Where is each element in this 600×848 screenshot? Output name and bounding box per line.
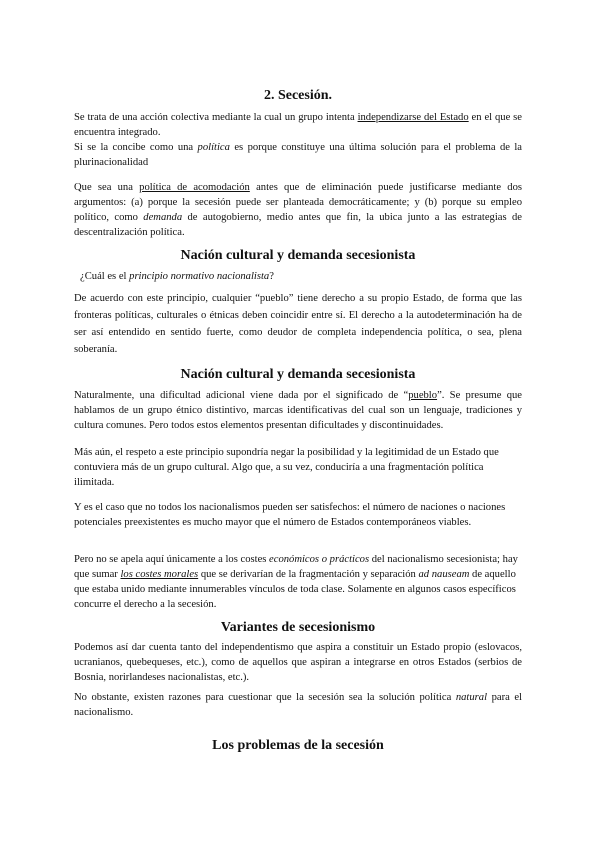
question: ¿Cuál es el principio normativo nacionalista? <box>80 271 274 282</box>
paragraph: Más aún, el respeto a este principio supondría negar la posibilidad y la legitimidad de un Estado que contuviera más de un grupo cultural. Algo que, a su vez, conduciría a una fragmentación política ilimitada. <box>74 447 499 488</box>
paragraph: Si se la concibe como una política es porque constituye una última solución para el problema de la plurinacionalidad <box>74 142 522 168</box>
section-title-secesion: 2. Secesión. <box>263 88 333 103</box>
paragraph: Naturalmente, una dificultad adicional viene dada por el significado de “pueblo”. Se presume que hablamos de un grupo étnico distintivo, marcas identificativas del cual son un lenguaje, tradiciones y cultura comunes. Pero todos estos elementos presentan dificultades y discontinuidades. <box>74 390 523 431</box>
paragraph: No obstante, existen razones para cuestionar que la secesión sea la solución política natural para el nacionalismo. <box>74 692 523 718</box>
section-title-nacion-cultural-2: Nación cultural y demanda secesionista <box>180 367 416 382</box>
section-title-variantes: Variantes de secesionismo <box>220 620 376 635</box>
paragraph: Se trata de una acción colectiva mediante la cual un grupo intenta independizarse del Estado en el que se encuentra integrado. <box>74 112 522 138</box>
paragraph: Y es el caso que no todos los nacionalismos pueden ser satisfechos: el número de naciones o naciones potenciales preexistentes es mucho mayor que el número de Estados contemporáneos viables. <box>74 502 506 528</box>
paragraph: Podemos así dar cuenta tanto del independentismo que aspira a constituir un Estado propio (eslovacos, ucranianos, quebequeses, etc.), como de aquellos que aspiran a integrarse en otros Estados (serbios de Bosnia, norirlandeses nacionalistas, etc.). <box>74 642 522 683</box>
section-title-problemas: Los problemas de la secesión <box>212 738 384 753</box>
paragraph: Pero no se apela aquí únicamente a los costes económicos o prácticos del nacionalismo secesionista; hay que sumar los costes morales que se derivarían de la fragmentación y separación ad nauseam de aquello que estaba unido mediante innumerables vínculos de toda clase. Solamente en algunos casos específicos concurre el derecho a la secesión. <box>74 554 518 610</box>
paragraph: De acuerdo con este principio, cualquier “pueblo” tiene derecho a su propio Estado, de forma que las fronteras políticas, culturales o étnicas deben coincidir entre sí. El derecho a la autodeterminación ha de ser así entendido en sentido fuerte, como deudor de completa independencia política, o sea, plena soberanía. <box>74 293 522 355</box>
section-title-nacion-cultural: Nación cultural y demanda secesionista <box>180 248 416 263</box>
paragraph: Que sea una política de acomodación antes que de eliminación puede justificarse mediante dos argumentos: (a) porque la secesión puede ser planteada democráticamente; y (b) porque su empleo político, como demanda de autogobierno, medio antes que fin, la ubica junto a las estrategias de descentralización política. <box>74 182 523 238</box>
